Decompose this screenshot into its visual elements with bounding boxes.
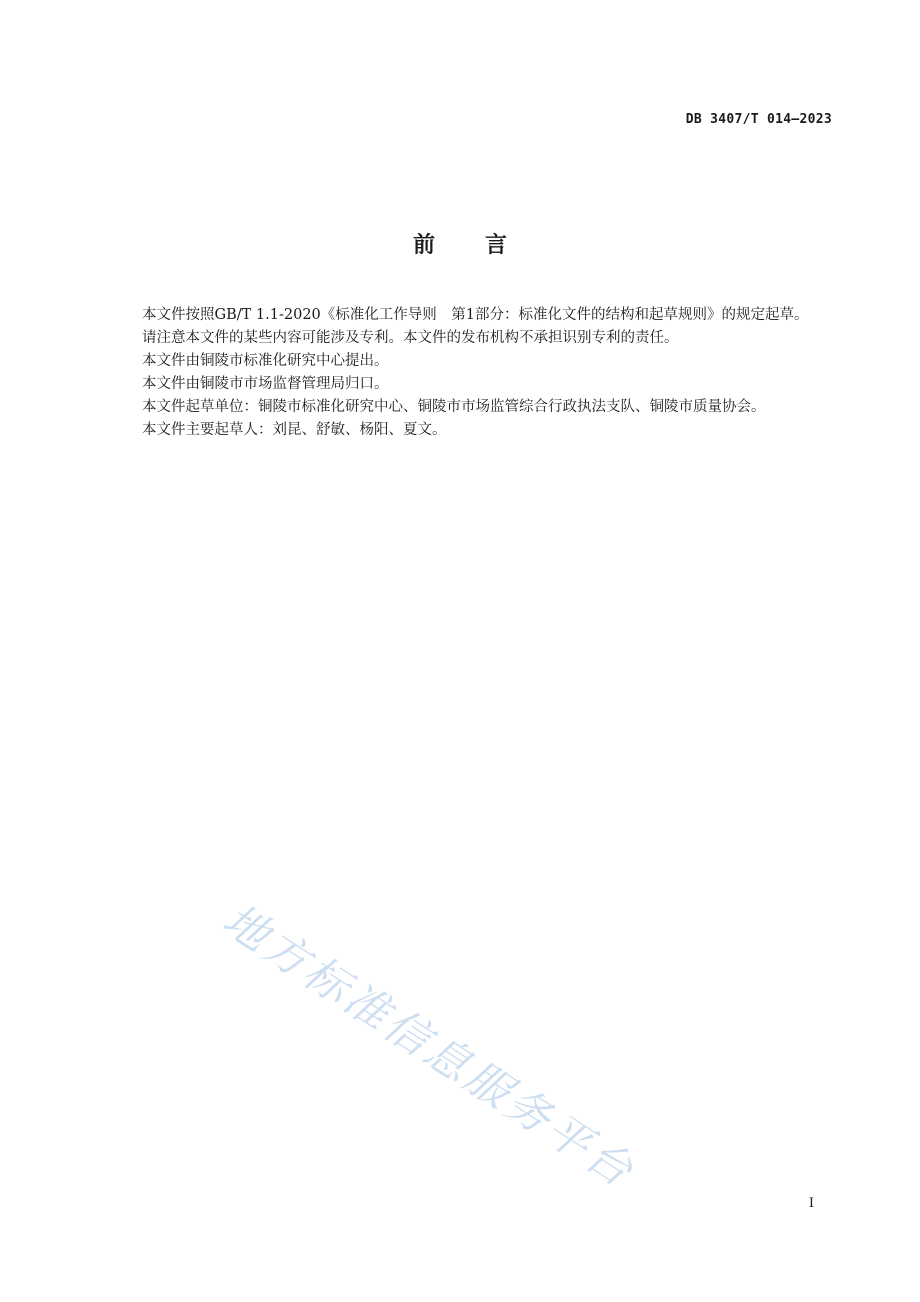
foreword-body — [112, 304, 836, 442]
paragraph-drafters: 本文件主要起草人：刘昆、舒敏、杨阳、夏文。 — [142, 422, 447, 438]
paragraph-drafting-units: 本文件起草单位：铜陵市标准化研究中心、铜陵市市场监管综合行政执法支队、铜陵市质量协会。 — [142, 399, 766, 415]
section-title — [0, 228, 920, 259]
watermark-text: 地方标准信息服务平台 — [213, 894, 644, 1199]
document-code: DB 3407/T 014—2023 — [685, 112, 832, 127]
paragraph-patent-notice: 请注意本文件的某些内容可能涉及专利。本文件的发布机构不承担识别专利的责任。 — [142, 330, 679, 346]
page-number: I — [808, 1196, 814, 1211]
section-title-char-1: 前 — [412, 233, 435, 258]
paragraph-drafting-basis: 本文件按照GB/T 1.1-2020《标准化工作导则 第1部分：标准化文件的结构和起草规则》的规定起草。 — [142, 307, 809, 323]
section-title-char-2: 言 — [485, 233, 508, 258]
paragraph-proposer: 本文件由铜陵市标准化研究中心提出。 — [142, 353, 389, 369]
paragraph-administrator: 本文件由铜陵市市场监督管理局归口。 — [142, 376, 389, 392]
